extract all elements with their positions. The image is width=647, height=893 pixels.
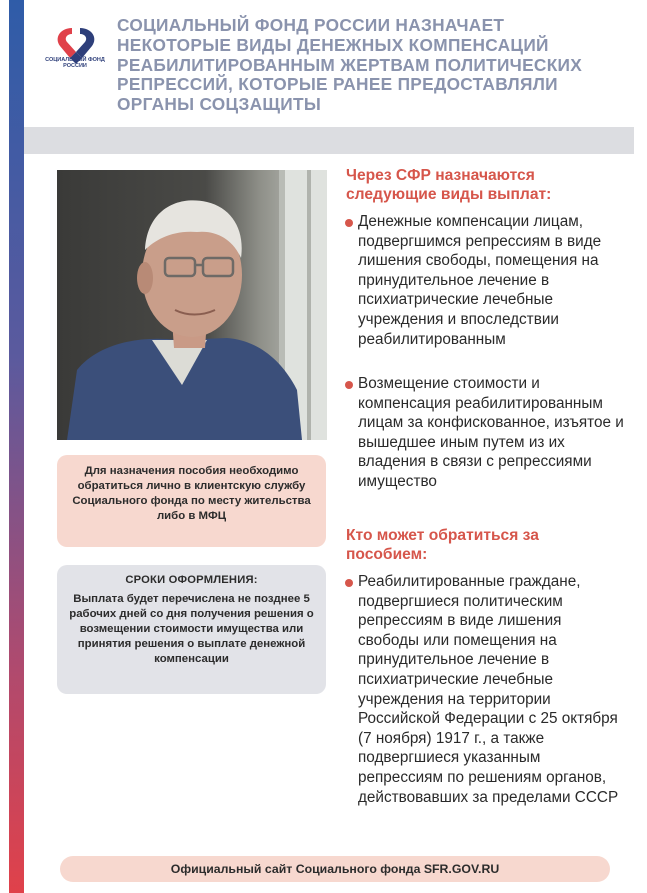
bullet-dot-icon: [345, 219, 353, 227]
decorative-side-bar: [9, 0, 24, 893]
page-title: СОЦИАЛЬНЫЙ ФОНД РОССИИ НАЗНАЧАЕТ НЕКОТОРЫЕ ВИДЫ ДЕНЕЖНЫХ КОМПЕНСАЦИЙ РЕАБИЛИТИРОВАННЫМ ЖЕРТВАМ ПОЛИТИЧЕСКИХ РЕПРЕССИЙ, КОТОРЫЕ РАНЕЕ ПРЕДОСТАВЛЯЛИ ОРГАНЫ СОЦЗАЩИТЫ: [117, 15, 583, 115]
list-item-text: Денежные компенсации лицам, подвергшимся репрессиям в виде лишения свободы, помещения на принудительное лечение в психиатрические лечебные учреждения и впоследствии реабилитированным: [358, 213, 602, 348]
bullet-dot-icon: [345, 381, 353, 389]
elderly-man-photo: [57, 170, 327, 440]
bullet-dot-icon: [345, 579, 353, 587]
list-item-text: Возмещение стоимости и компенсация реабилитированным лицам за конфискованное, изъятое и вышедшее иным путем из их владения в связи с репрессиями имущество: [358, 375, 624, 490]
apply-info-box: [57, 455, 326, 547]
terms-text: Выплата будет перечислена не позднее 5 рабочих дней со дня получения решения о возмещении стоимости имущества или принятия решения о выплате денежной компенсации: [69, 593, 314, 665]
list-item: [345, 212, 625, 349]
list-item-text: Реабилитированные граждане, подвергшиеся политическим репрессиям в виде лишения свободы или помещения на принудительное лечение в психиатрические лечебные учреждения на территории Российской Федерации с 25 октября (7 ноября) 1917 г., а также подвергшиеся указанным репрессиям по решениям органов, действовавших за пределами СССР: [358, 573, 619, 806]
payments-heading: Через СФР назначаются следующие виды выплат:: [346, 167, 552, 204]
list-item: [345, 572, 625, 807]
official-site-footer[interactable]: Официальный сайт Социального фонда SFR.GOV.RU: [60, 856, 610, 882]
logo-caption: СОЦИАЛЬНЫЙ ФОНД РОССИИ: [45, 57, 105, 69]
eligibility-heading: Кто может обратиться за пособием:: [346, 527, 539, 564]
terms-heading: СРОКИ ОФОРМЛЕНИЯ:: [125, 574, 258, 586]
terms-info-box: [57, 565, 326, 694]
apply-info-text: Для назначения пособия необходимо обратиться лично в клиентскую службу Социального фонда по месту жительства либо в МФЦ: [72, 465, 311, 522]
header-divider-band: [24, 127, 634, 154]
list-item: [345, 374, 625, 492]
